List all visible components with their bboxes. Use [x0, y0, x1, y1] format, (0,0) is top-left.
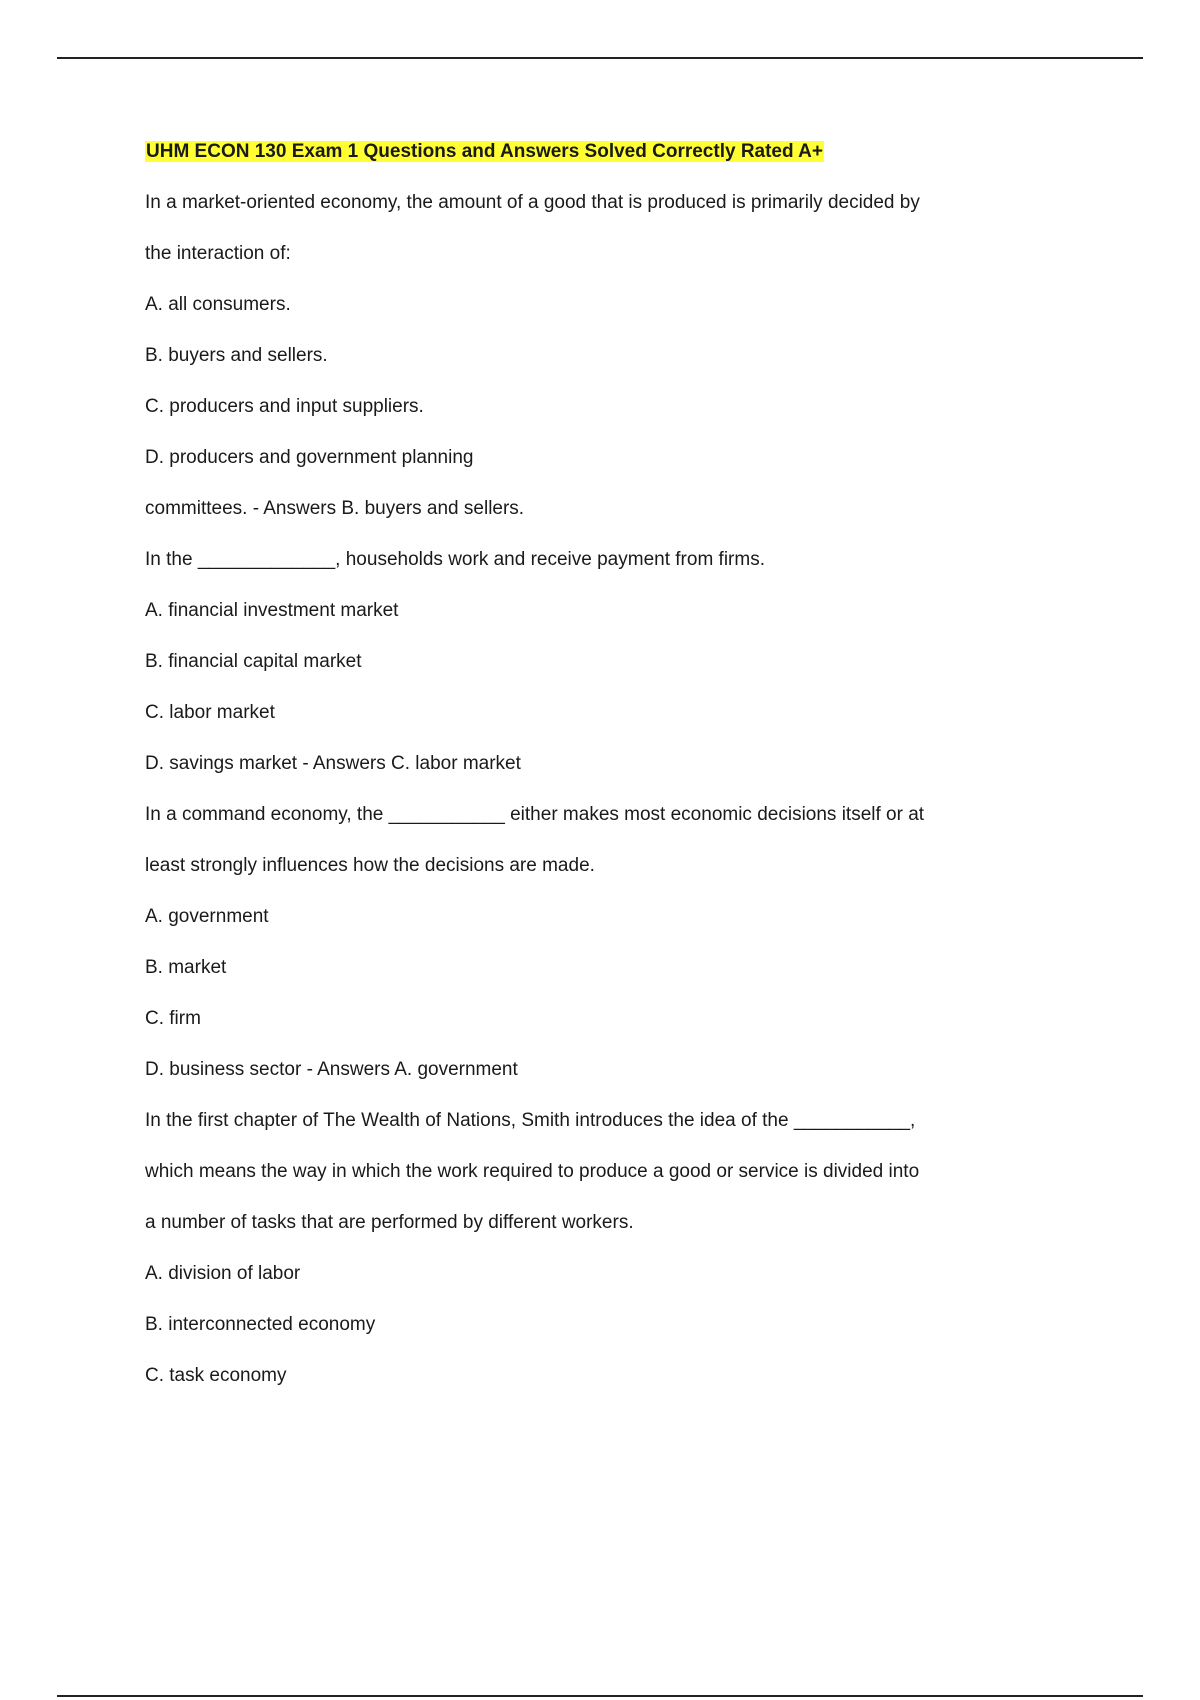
q2-option-d-answer: D. savings market - Answers C. labor market	[145, 753, 521, 774]
q3-option-a: A. government	[145, 906, 269, 927]
q3-option-d-answer: D. business sector - Answers A. government	[145, 1059, 518, 1080]
title-highlight: UHM ECON 130 Exam 1 Questions and Answers Solved Correctly Rated A+	[146, 141, 823, 162]
q4-stem-line-3: a number of tasks that are performed by different workers.	[145, 1212, 634, 1233]
q4-option-b: B. interconnected economy	[145, 1314, 376, 1335]
q4-stem-line-1: In the first chapter of The Wealth of Nations, Smith introduces the idea of the ___________,	[145, 1110, 916, 1131]
q1-stem-line-1: In a market-oriented economy, the amount of a good that is produced is primarily decided by	[145, 192, 920, 213]
q1-option-a: A. all consumers.	[145, 294, 291, 315]
q4-stem-line-2: which means the way in which the work required to produce a good or service is divided into	[145, 1161, 920, 1182]
q3-option-b: B. market	[145, 957, 227, 978]
q3-stem-line-1: In a command economy, the ___________ either makes most economic decisions itself or at	[145, 804, 925, 825]
q3-option-c: C. firm	[145, 1008, 201, 1029]
document-body	[145, 140, 1005, 1415]
q1-option-d: D. producers and government planning	[145, 447, 474, 468]
header-rule	[57, 57, 1143, 59]
q2-option-a: A. financial investment market	[145, 600, 399, 621]
footer-rule	[57, 1695, 1143, 1697]
q4-option-a: A. division of labor	[145, 1263, 301, 1284]
q2-stem: In the _____________, households work and receive payment from firms.	[145, 549, 765, 570]
q1-stem-line-2: the interaction of:	[145, 243, 291, 264]
q3-stem-line-2: least strongly influences how the decisions are made.	[145, 855, 595, 876]
document-title	[145, 140, 1005, 164]
q2-option-c: C. labor market	[145, 702, 275, 723]
q1-answer: committees. - Answers B. buyers and sellers.	[145, 498, 525, 519]
q1-option-b: B. buyers and sellers.	[145, 345, 328, 366]
q1-option-c: C. producers and input suppliers.	[145, 396, 424, 417]
q4-option-c: C. task economy	[145, 1365, 287, 1386]
q2-option-b: B. financial capital market	[145, 651, 362, 672]
